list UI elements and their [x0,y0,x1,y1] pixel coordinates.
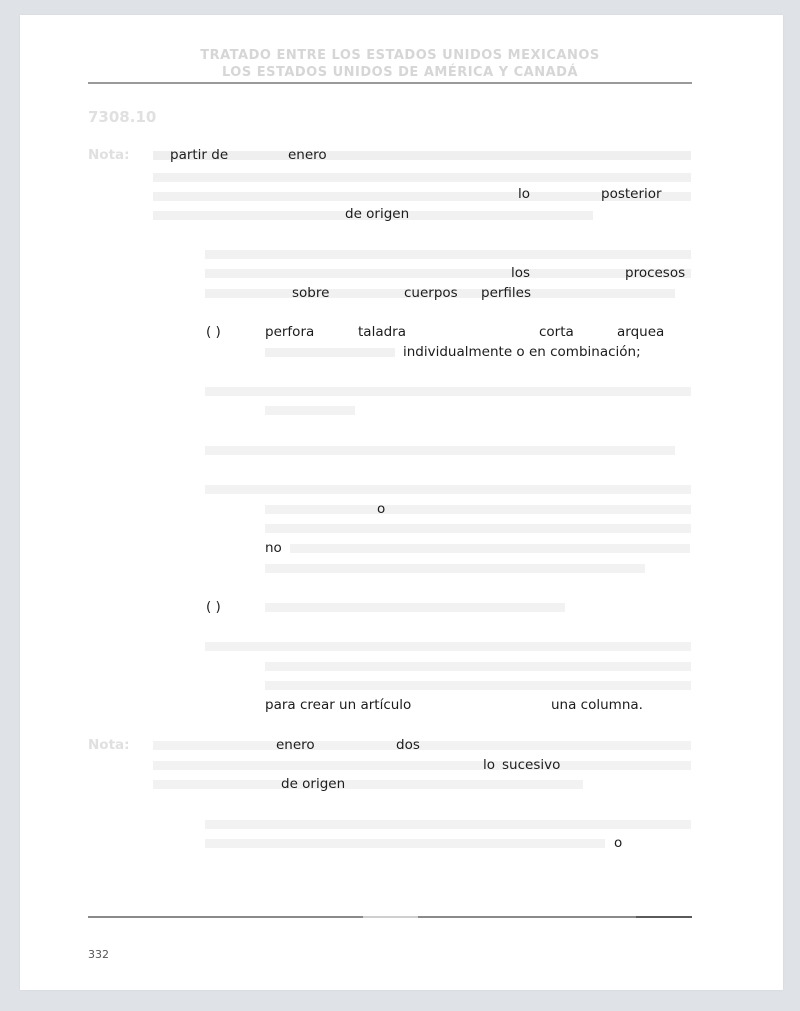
page-number: 332 [88,948,109,961]
note-label-2: Nota: [88,737,130,753]
item-marker-1: ( ) [206,324,221,340]
word-corta: corta [539,324,574,340]
note-label-1: Nota: [88,147,130,163]
word-sucesivo: sucesivo [502,757,561,773]
phrase-individualmente: individualmente o en combinación; [403,344,641,360]
word-de-origen-1: de origen [345,206,410,222]
word-perfiles: perfiles [481,285,532,301]
heading: 7308.10 [88,108,157,126]
word-de-origen-2: de origen [281,776,346,792]
word-sobre: sobre [292,285,330,301]
word-posterior: posterior [601,186,662,202]
word-enero-1: enero [288,147,327,163]
word-no: no [265,540,282,556]
header-line-2: LOS ESTADOS UNIDOS DE AMÉRICA Y CANADÁ [221,65,579,80]
word-enero-2: enero [276,737,315,753]
word-arquea: arquea [617,324,665,340]
word-lo-1: lo [518,186,531,202]
word-partir-de: partir de [170,147,229,163]
word-cuerpos: cuerpos [404,285,458,301]
header-line-1: TRATADO ENTRE LOS ESTADOS UNIDOS MEXICANOS [200,48,600,63]
word-o-1: o [377,501,386,517]
phrase-una-columna: una columna. [551,697,643,713]
word-perfora: perfora [265,324,315,340]
word-procesos: procesos [625,265,686,281]
word-dos: dos [396,737,420,753]
word-taladra: taladra [358,324,406,340]
phrase-para-crear: para crear un artículo [265,697,412,713]
word-lo-2: lo [483,757,496,773]
item-marker-2: ( ) [206,599,221,615]
word-los: los [511,265,531,281]
header-rule [88,82,692,84]
word-o-2: o [614,835,623,851]
